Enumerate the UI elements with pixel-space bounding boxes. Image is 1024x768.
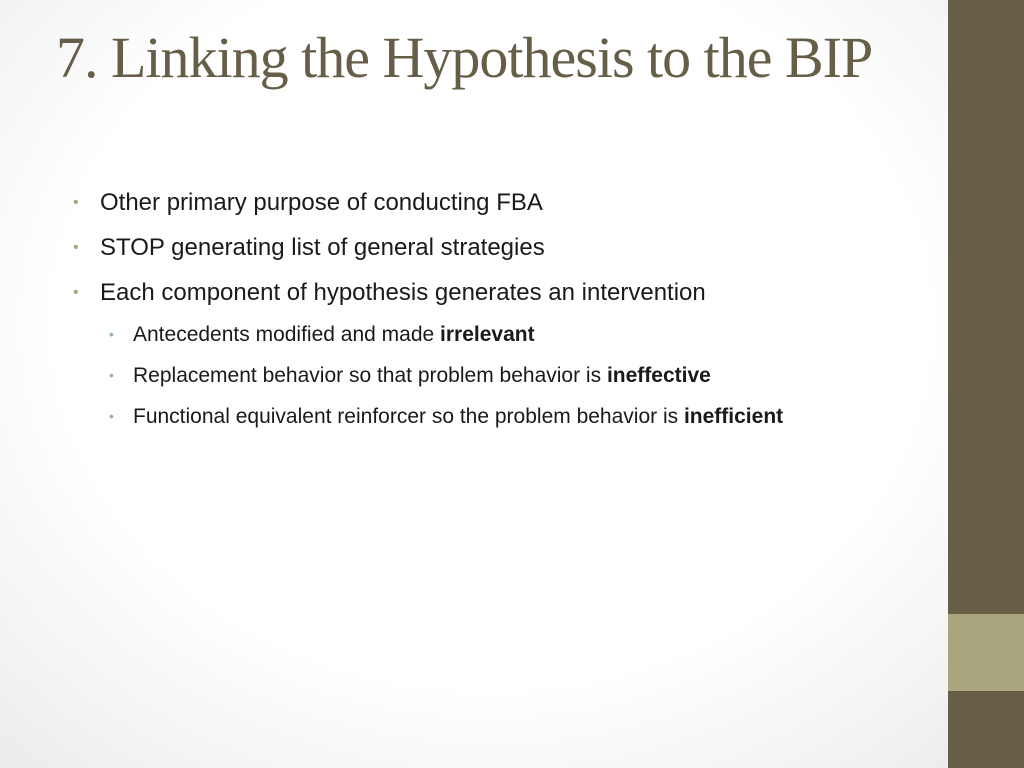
bullet-item-3 [70, 276, 930, 310]
sub-bullet-item-2 [70, 360, 930, 391]
slide-body [70, 186, 930, 442]
bullet-dot-icon: • [73, 284, 79, 301]
bullet-item-2 [70, 231, 930, 265]
bullet-text: STOP generating list of general strategies [100, 234, 545, 261]
sub-bullet-emphasis: irrelevant [440, 323, 535, 346]
bullet-item-1 [70, 186, 930, 220]
bullet-dot-icon: • [73, 194, 79, 211]
sub-bullet-dot-icon: • [109, 326, 114, 342]
sub-bullet-emphasis: ineffective [606, 364, 711, 387]
sub-bullet-text: Antecedents modified and made [133, 323, 441, 346]
bullet-text: Other primary purpose of conducting FBA [100, 189, 543, 216]
sub-bullet-text: Functional equivalent reinforcer so the problem behavior is [133, 405, 684, 428]
sub-bullet-dot-icon: • [109, 408, 114, 424]
decorative-side-accent [948, 614, 1024, 691]
sub-bullet-dot-icon: • [109, 367, 114, 383]
sub-bullet-text: Replacement behavior so that problem behavior is [133, 364, 607, 387]
sub-bullet-emphasis: inefficient [683, 405, 784, 428]
sub-bullet-list [70, 319, 930, 432]
bullet-text: Each component of hypothesis generates an intervention [100, 279, 706, 306]
sub-bullet-item-1 [70, 319, 930, 350]
bullet-dot-icon: • [73, 239, 79, 256]
sub-bullet-item-3 [70, 401, 930, 432]
slide-title: 7. Linking the Hypothesis to the BIP [56, 25, 873, 90]
